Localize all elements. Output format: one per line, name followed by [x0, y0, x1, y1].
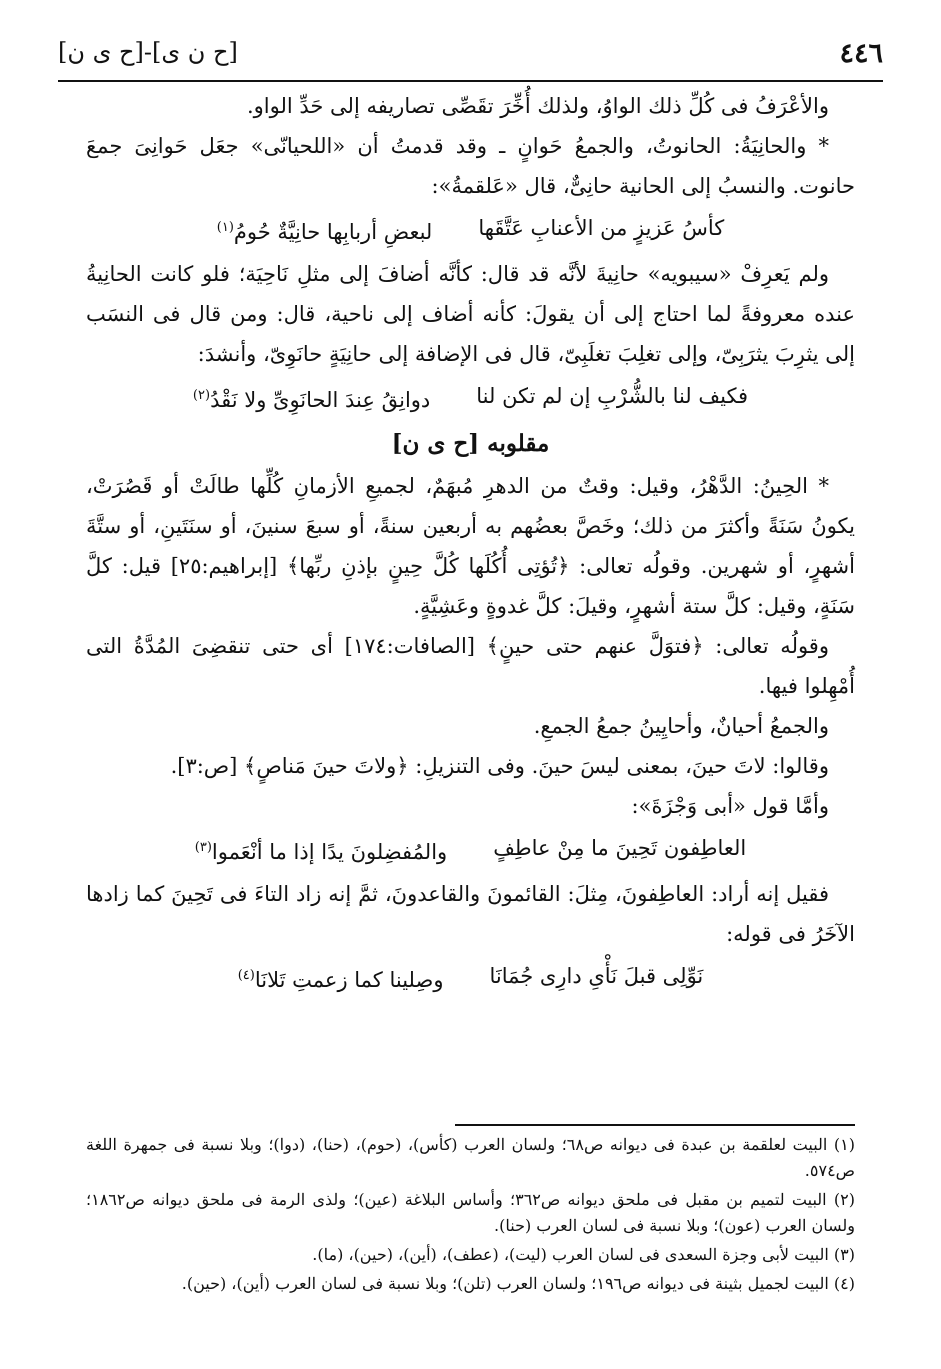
footnote: (١) البيت لعلقمة بن عبدة فى ديوانه ص٦٨؛ ولسان العرب (كأس)، (حوم)، (حنا)، (دوا)؛ وبلا نسبة فى جمهرة اللغة ص٥٧٤.: [86, 1135, 856, 1180]
verse-second-hemistich: [195, 826, 447, 874]
hemistich-text: وصِلينا كما زعمتِ تَلانَا: [254, 968, 444, 992]
paragraph: * الحِينُ: الدَّهْرُ، وقيل: وقتٌ من الدهرِ مُبهَمٌ، لجميعِ الأزمانِ كُلِّها طالَتْ أو قَصُرَتْ، يكونُ سَنَةً وأكثرَ من ذلك؛ وخَصَّ بعضُهم به أربعين سنةً، أو سبعَ سنينَ، أو سنَتَينِ، أو ستَّةَ أشهرٍ، أو شهرين. وقولُه تعالى: ﴿تُؤتِى أُكُلَها كُلَّ حِينٍ بإذنِ ربِّها﴾ [إبراهيم:٢٥] قيل: كلَّ سَنَةٍ، وقيل: كلَّ ستة أشهرٍ، وقيلَ: كلَّ غدوةٍ وعَشِيَّةٍ.: [86, 474, 855, 618]
hemistich-text: دوانِقُ عِندَ الحانَوِىِّ ولا نَقْدُ: [210, 388, 431, 412]
footnotes: [86, 1124, 855, 1300]
hemistich-text: والمُفضِلونَ يدًا إذا ما أنْعَموا: [211, 840, 448, 864]
main-text: [86, 86, 855, 1002]
verse-second-hemistich: [217, 206, 433, 254]
paragraph: والجمعُ أحيانٌ، وأحايِينُ جمعُ الجمعِ.: [533, 714, 829, 738]
footnote-marker: (١): [216, 220, 234, 235]
verse-second-hemistich: [238, 954, 444, 1002]
footnote: (٢) البيت لتميم بن مقبل فى ملحق ديوانه ص٣٦٢؛ وأساس البلاغة (عين)؛ ولذى الرمة فى ملحق ديوانه ص١٨٦٢؛ ولسان العرب (عون)؛ وبلا نسبة فى لسان العرب (حنا).: [86, 1190, 855, 1235]
verse-first-hemistich: كأسُ عَزيزٍ من الأعنابِ عَتَّقَها: [478, 216, 725, 240]
paragraph: ولم يَعرِفْ «سيبويه» حانِيةَ لأنَّه قد قال: كأنَّه أضافَ إلى مثلِ نَاحِيَة؛ فلو كانت الحانِيةُ عنده معروفةً لما احتاج إلى أن يقولَ: كأنه أضاف إلى ناحية، قال: ومن قال فى النسَب إلى يثرِبَ يثرَبِىّ، وإلى تغلِبَ تغلَبِىّ، قال فى الإضافة إلى حانِيَةٍ حانَوِىّ، وأنشدَ:: [86, 262, 855, 366]
footnote-rule: [455, 1124, 855, 1126]
header-rule: [58, 80, 883, 82]
paragraph: وقالوا: لاتَ حينَ، بمعنى ليسَ حينَ. وفى التنزيلِ: ﴿ولاتَ حينَ مَناصٍ﴾ [ص:٣].: [170, 754, 829, 778]
verse-second-hemistich: [193, 374, 430, 422]
verse-first-hemistich: العاطِفون تَحِينَ ما مِنْ عاطِفٍ: [493, 836, 747, 860]
hemistich-text: لبعضِ أربابِها حانِيَّةٌ حُومُ: [233, 220, 433, 244]
paragraph: فقيل إنه أراد: العاطِفونَ، مِثلَ: القائمونَ والقاعدونَ، ثمَّ إنه زاد التاءَ فى تَحِينَ كما زادها الآخَرُ فى قوله:: [86, 882, 855, 946]
verse: [116, 374, 825, 422]
running-title: [ح ن ى]-[ح ى ن]: [58, 38, 238, 66]
paragraph: * والحانِيَةُ: الحانوتُ، والجمعُ حَوانٍ ـ وقد قدمتُ أن «اللحيانّى» جعَل حَوانِىَ جمعَ حانوت. والنسبُ إلى الحانية حانِىٌّ، قال «عَلقمةُ»:: [86, 134, 855, 198]
footnote-marker: (٢): [192, 388, 211, 403]
page-header: [58, 34, 883, 80]
paragraph: وقولُه تعالى: ﴿فتوَلَّ عنهم حتى حينٍ﴾ [الصافات:١٧٤] أى حتى تنقضِىَ المُدَّةُ التى أُمْهِلوا فيها.: [86, 634, 855, 698]
verse: [116, 826, 825, 874]
verse: [116, 206, 825, 254]
footnote: (٣) البيت لأبى وجزة السعدى فى لسان العرب (ليت)، (عطف)، (أين)، (حين)، (ما).: [312, 1245, 855, 1264]
footnote-marker: (٣): [194, 840, 212, 855]
verse: [116, 954, 825, 1002]
paragraph: وأمَّا قول «أبى وَجْزَةَ»:: [631, 794, 829, 818]
footnote-marker: (٤): [237, 968, 255, 983]
page-number: ٤٤٦: [839, 38, 883, 69]
footnote: (٤) البيت لجميل بثينة فى ديوانه ص١٩٦؛ ولسان العرب (تلن)؛ وبلا نسبة فى لسان العرب (أين)، (حين).: [181, 1274, 855, 1293]
verse-first-hemistich: نَوِّلِى قبلَ نَأْىِ دارِى جُمَانَا: [489, 964, 704, 988]
section-heading: مقلوبه [ح ى ن]: [391, 430, 550, 457]
verse-first-hemistich: فكيف لنا بالشُّرْبِ إن لم تكن لنا: [476, 384, 749, 408]
paragraph: والأعْرَفُ فى كُلِّ ذلك الواوُ، ولذلك أُخِّرَ تقَصِّى تصاريفه إلى حَدِّ الواو.: [246, 94, 829, 118]
